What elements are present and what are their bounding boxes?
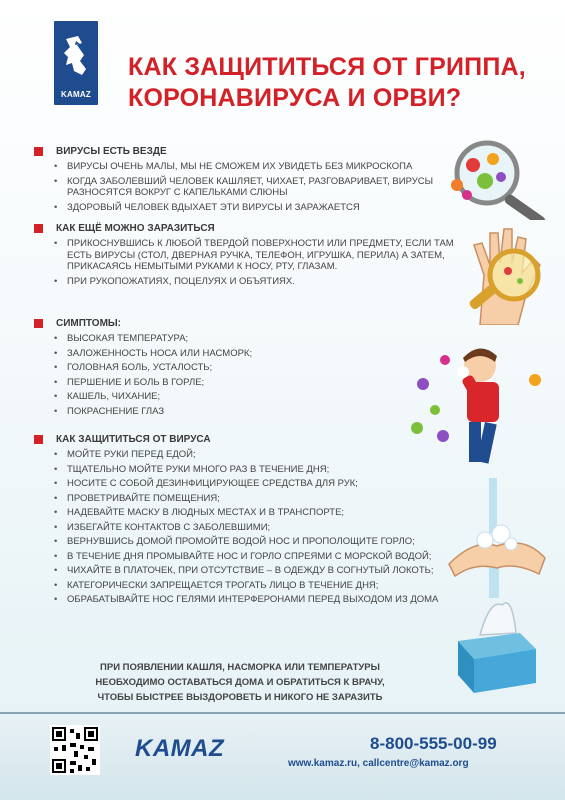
- hand-washing-icon: [445, 478, 550, 598]
- magnifier-viruses-icon: [445, 135, 560, 220]
- list-item: • ПЕРШЕНИЕ И БОЛЬ В ГОРЛЕ;: [52, 377, 434, 389]
- list-item: • ЗДОРОВЫЙ ЧЕЛОВЕК ВДЫХАЕТ ЭТИ ВИРУСЫ И ЗАРАЖАЕТСЯ: [52, 202, 454, 214]
- horse-icon: [60, 33, 92, 81]
- list-item: • ИЗБЕГАЙТЕ КОНТАКТОВ С ЗАБОЛЕВШИМИ;: [52, 522, 454, 534]
- list-item: • НОСИТЕ С СОБОЙ ДЕЗИНФИЦИРУЮЩЕЕ СРЕДСТВА ДЛЯ РУК;: [52, 478, 454, 490]
- list-item: • КАТЕГОРИЧЕСКИ ЗАПРЕЩАЕТСЯ ТРОГАТЬ ЛИЦО В ТЕЧЕНИЕ ДНЯ;: [52, 580, 454, 592]
- list-item: • ВЕРНУВШИСЬ ДОМОЙ ПРОМОЙТЕ ВОДОЙ НОС И ПРОПОЛОЩИТЕ ГОРЛО;: [52, 536, 454, 548]
- bullet-square-icon: [34, 319, 43, 328]
- section-how-to-protect: [34, 433, 454, 609]
- stay-home-note: ПРИ ПОЯВЛЕНИИ КАШЛЯ, НАСМОРКА ИЛИ ТЕМПЕРАТУРЫ НЕОБХОДИМО ОСТАВАТЬСЯ ДОМА И ОБРАТИТЬСЯ К ВРАЧУ, ЧТОБЫ БЫСТРЕЕ ВЫЗДОРОВЕТЬ И НИКОГО НЕ ЗАРАЗИТЬ: [95, 662, 385, 703]
- list-item: • НАДЕВАЙТЕ МАСКУ В ЛЮДНЫХ МЕСТАХ И В ТРАНСПОРТЕ;: [52, 507, 454, 519]
- footer-brand: KAMAZ: [135, 735, 225, 762]
- list-item: • В ТЕЧЕНИЕ ДНЯ ПРОМЫВАЙТЕ НОС И ГОРЛО СПРЕЯМИ С МОРСКОЙ ВОДОЙ;: [52, 551, 454, 563]
- logo-text: KAMAZ: [61, 90, 91, 99]
- bullet-square-icon: [34, 147, 43, 156]
- list-item: • ВЫСОКАЯ ТЕМПЕРАТУРА;: [52, 333, 434, 345]
- list-item: • КАШЕЛЬ, ЧИХАНИЕ;: [52, 391, 434, 403]
- list-item: • ПРОВЕТРИВАЙТЕ ПОМЕЩЕНИЯ;: [52, 493, 454, 505]
- bullet-square-icon: [34, 224, 43, 233]
- sneezing-man-icon: [405, 340, 560, 470]
- page-title: [128, 52, 548, 114]
- list-item: • ПОКРАСНЕНИЕ ГЛАЗ: [52, 406, 434, 418]
- section-list: [52, 161, 454, 213]
- kamaz-logo: [54, 21, 98, 105]
- list-item: • ТЩАТЕЛЬНО МОЙТЕ РУКИ МНОГО РАЗ В ТЕЧЕНИЕ ДНЯ;: [52, 464, 454, 476]
- title-line-2: КОРОНАВИРУСА И ОРВИ?: [128, 84, 462, 112]
- list-item: • ПРИКОСНУВШИСЬ К ЛЮБОЙ ТВЕРДОЙ ПОВЕРХНОСТИ ИЛИ ПРЕДМЕТУ, ЕСЛИ ТАМ ЕСТЬ ВИРУСЫ (СТОЛ, ДВЕРНАЯ РУЧКА, ТЕЛЕФОН, ИГРУШКА, ПЕРИЛА) А ЗАТЕМ, ПРИКАСАЯСЬ НЕМЫТЫМИ РУКАМИ К НОСУ, РТУ, ГЛАЗАМ.: [52, 238, 454, 273]
- hand-magnifier-icon: [460, 215, 550, 325]
- section-how-else-infected: [34, 222, 454, 290]
- section-list: [52, 333, 434, 417]
- qr-code-icon[interactable]: [50, 725, 100, 775]
- list-item: • ОБРАБАТЫВАЙТЕ НОС ГЕЛЯМИ ИНТЕРФЕРОНАМИ ПЕРЕД ВЫХОДОМ ИЗ ДОМА: [52, 594, 454, 606]
- list-item: • МОЙТЕ РУКИ ПЕРЕД ЕДОЙ;: [52, 449, 454, 461]
- section-viruses-everywhere: [34, 145, 454, 216]
- list-item: • ЧИХАЙТЕ В ПЛАТОЧЕК, ПРИ ОТСУТСТВИЕ – В ОДЕЖДУ В СОГНУТЫЙ ЛОКОТЬ;: [52, 565, 454, 577]
- section-header: СИМПТОМЫ:: [34, 317, 434, 331]
- section-header: ВИРУСЫ ЕСТЬ ВЕЗДЕ: [34, 145, 454, 159]
- section-header: КАК ЕЩЁ МОЖНО ЗАРАЗИТЬСЯ: [34, 222, 454, 236]
- list-item: • ПРИ РУКОПОЖАТИЯХ, ПОЦЕЛУЯХ И ОБЪЯТИЯХ.: [52, 276, 454, 288]
- list-item: • ВИРУСЫ ОЧЕНЬ МАЛЫ, МЫ НЕ СМОЖЕМ ИХ УВИДЕТЬ БЕЗ МИКРОСКОПА: [52, 161, 454, 173]
- section-list: [52, 449, 454, 606]
- bullet-square-icon: [34, 435, 43, 444]
- section-header: КАК ЗАЩИТИТЬСЯ ОТ ВИРУСА: [34, 433, 454, 447]
- list-item: • ЗАЛОЖЕННОСТЬ НОСА ИЛИ НАСМОРК;: [52, 348, 434, 360]
- contacts-line[interactable]: www.kamaz.ru, callcentre@kamaz.org: [288, 758, 469, 769]
- phone-number[interactable]: 8-800-555-00-99: [370, 734, 497, 753]
- list-item: • ГОЛОВНАЯ БОЛЬ, УСТАЛОСТЬ;: [52, 362, 434, 374]
- tissue-box-icon: [450, 595, 540, 695]
- list-item: • КОГДА ЗАБОЛЕВШИЙ ЧЕЛОВЕК КАШЛЯЕТ, ЧИХАЕТ, РАЗГОВАРИВАЕТ, ВИРУСЫ РАЗНОСЯТСЯ ВОКРУГ С КАПЕЛЬКАМИ СЛЮНЫ: [52, 176, 454, 199]
- title-line-1: КАК ЗАЩИТИТЬСЯ ОТ ГРИППА,: [128, 53, 526, 81]
- section-list: [52, 238, 454, 287]
- section-symptoms: [34, 317, 434, 420]
